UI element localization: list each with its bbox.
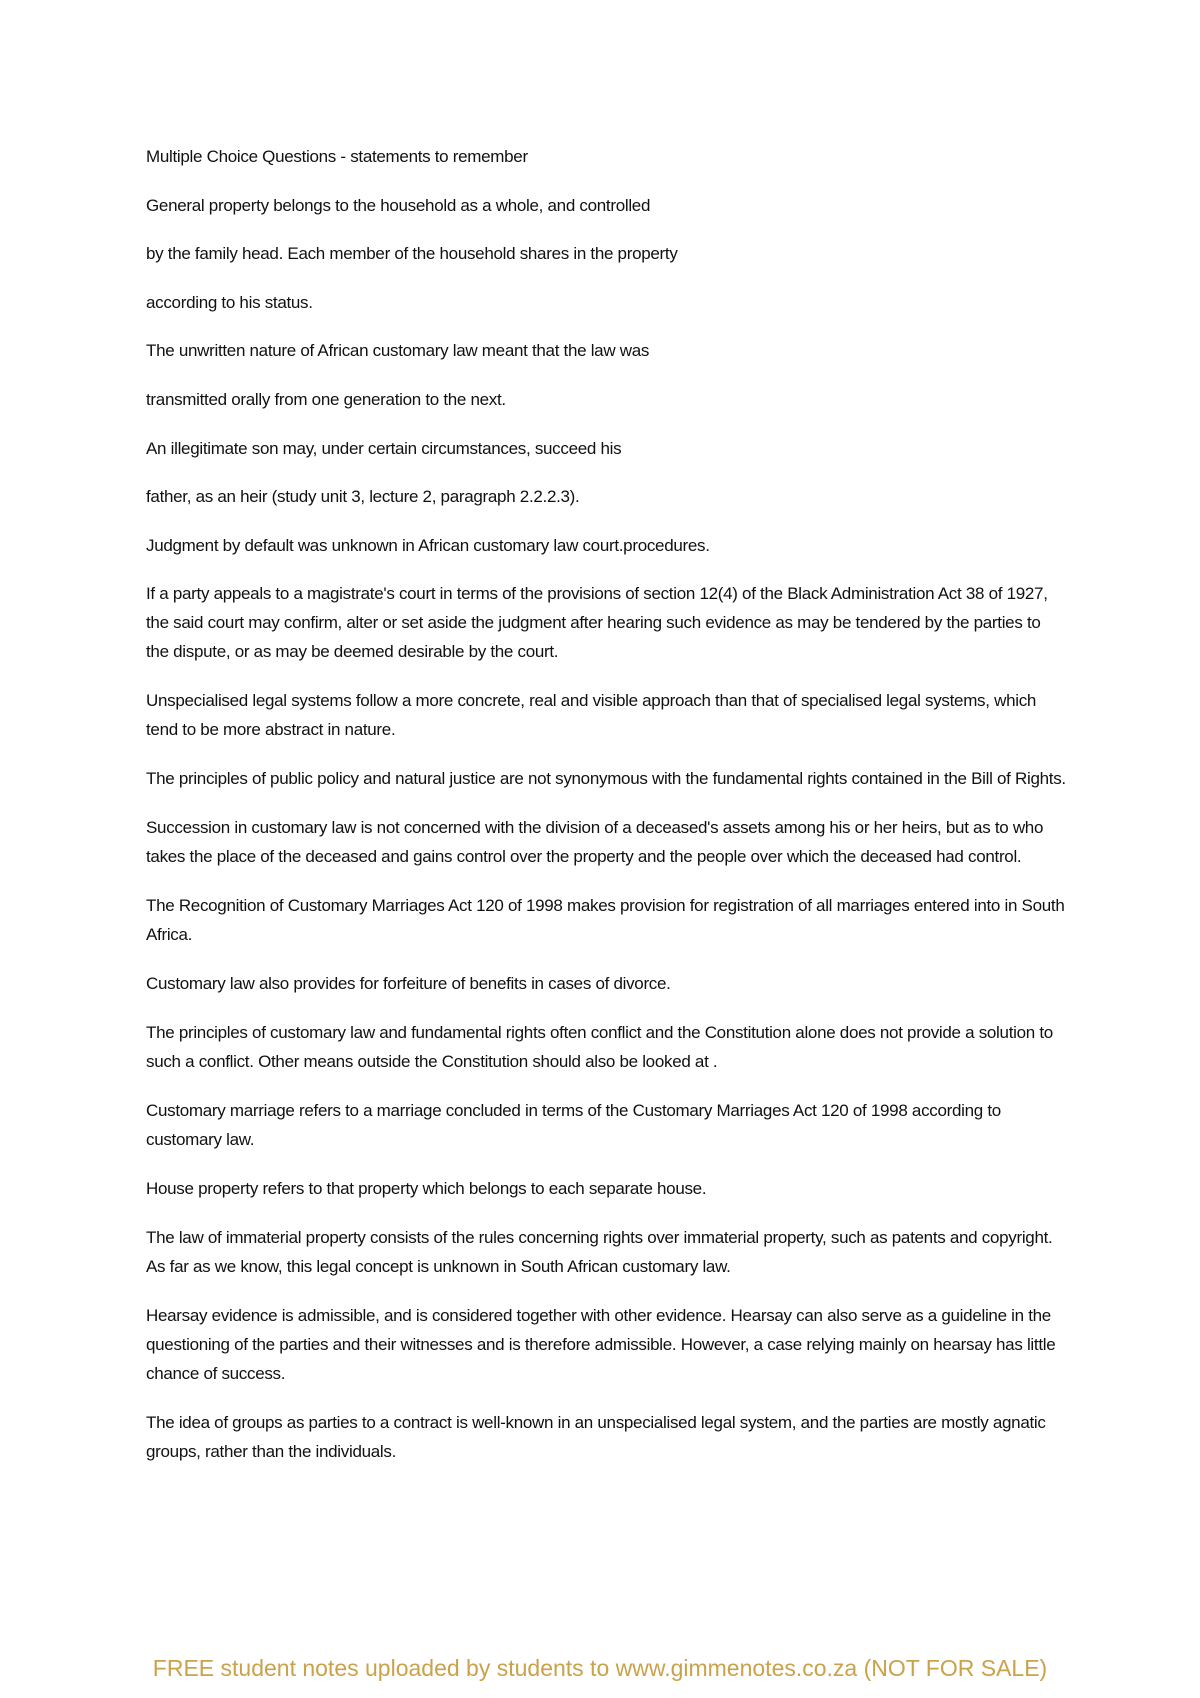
paragraph: The idea of groups as parties to a contract is well-known in an unspecialised legal system, and the parties are mostly agnatic groups, rather than the individuals. [146,1412,1046,1461]
paragraph: The Recognition of Customary Marriages Act 120 of 1998 makes provision for registration of all marriages entered into in South Africa. [146,896,1065,945]
paragraph: Hearsay evidence is admissible, and is considered together with other evidence. Hearsay can also serve as a guideline in the questioning of the parties and their witnesses and is therefore admissible. However, a case relying mainly on hearsay has little chance of success. [146,1305,1056,1383]
footer-watermark: FREE student notes uploaded by students to www.gimmenotes.co.za (NOT FOR SALE) [152,1655,1048,1681]
paragraph: The principles of customary law and fundamental rights often conflict and the Constitution alone does not provide a solution to such a conflict. Other means outside the Constitution should also be looked at . [146,1022,1053,1071]
paragraph: General property belongs to the household as a whole, and controlled [146,195,651,215]
paragraph: Judgment by default was unknown in African customary law court.procedures. [146,535,710,555]
paragraph: according to his status. [146,292,313,312]
paragraph: by the family head. Each member of the household shares in the property [146,244,678,264]
document-title: Multiple Choice Questions - statements to remember [146,147,528,166]
paragraph: The principles of public policy and natural justice are not synonymous with the fundamental rights contained in the Bill of Rights. [146,769,1066,789]
paragraph: father, as an heir (study unit 3, lecture 2, paragraph 2.2.2.3). [146,487,580,507]
document-body [146,142,1066,1486]
paragraph: House property refers to that property which belongs to each separate house. [146,1178,707,1198]
paragraph: Unspecialised legal systems follow a more concrete, real and visible approach than that of specialised legal systems, which tend to be more abstract in nature. [146,691,1037,740]
paragraph: Succession in customary law is not concerned with the division of a deceased's assets among his or her heirs, but as to who takes the place of the deceased and gains control over the property and the people over which the deceased had control. [146,818,1044,867]
paragraph: Customary law also provides for forfeiture of benefits in cases of divorce. [146,974,671,994]
paragraph: The law of immaterial property consists of the rules concerning rights over immaterial property, such as patents and copyright. As far as we know, this legal concept is unknown in South African customary law. [146,1227,1053,1276]
paragraph: If a party appeals to a magistrate's court in terms of the provisions of section 12(4) of the Black Administration Act 38 of 1927, the said court may confirm, alter or set aside the judgment after hearing such evidence as may be tendered by the parties to the dispute, or as may be deemed desirable by the court. [146,584,1048,662]
paragraph: transmitted orally from one generation to the next. [146,389,506,409]
paragraph: The unwritten nature of African customary law meant that the law was [146,341,650,361]
paragraph: Customary marriage refers to a marriage concluded in terms of the Customary Marriages Act 120 of 1998 according to customary law. [146,1100,1001,1149]
paragraph: An illegitimate son may, under certain circumstances, succeed his [146,438,622,458]
